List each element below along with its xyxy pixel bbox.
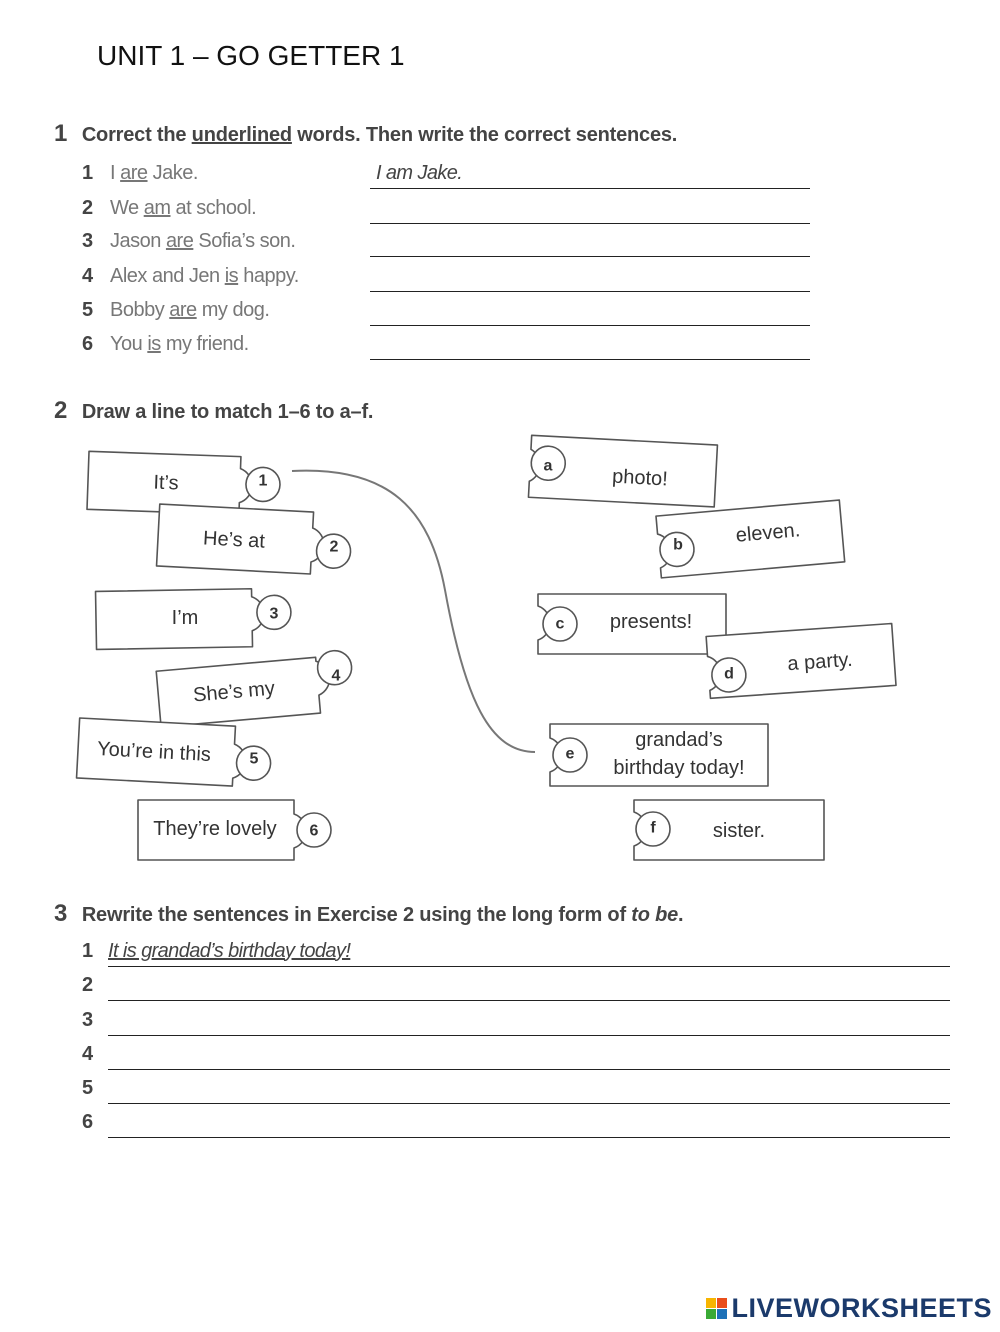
exercise-2-number: 2 [54, 397, 68, 424]
sentence-start: We [110, 197, 144, 219]
answer-input[interactable] [108, 1007, 950, 1033]
left-text-6: They’re lovely [153, 818, 277, 840]
left-text-2: He’s at [202, 527, 266, 553]
left-num-4: 4 [331, 667, 341, 685]
row-number: 5 [82, 1077, 94, 1099]
right-letter-e: e [565, 745, 575, 763]
left-text-4: She’s my [192, 677, 276, 707]
liveworksheets-logo [706, 1293, 992, 1324]
row-number: 6 [82, 333, 94, 355]
right-text-d: a party. [786, 648, 854, 676]
row-number: 2 [82, 974, 94, 996]
instruction-suffix: . [678, 904, 684, 926]
right-letter-f: f [650, 819, 656, 837]
row-number: 6 [82, 1111, 94, 1133]
right-text-e-line1: grandad’s [635, 729, 723, 751]
answer-line [108, 1075, 950, 1104]
row-number: 4 [82, 265, 94, 287]
exercise-3-instruction [82, 904, 684, 926]
left-text-3: I’m [171, 607, 199, 629]
exercise-1-number: 1 [54, 120, 68, 147]
sentence-start: Jason [110, 230, 166, 252]
underlined-word: are [165, 230, 194, 252]
answer-input[interactable] [108, 1075, 950, 1101]
row-number: 4 [82, 1043, 94, 1065]
instruction-emphasis: to be [631, 904, 679, 926]
instruction-underlined: underlined [191, 124, 292, 146]
left-num-3: 3 [269, 605, 279, 623]
answer-line [108, 1109, 950, 1138]
sentence-end: Jake. [147, 162, 198, 184]
answer-input[interactable] [108, 938, 950, 964]
left-num-5: 5 [249, 750, 259, 768]
logo-mark-icon [706, 1298, 727, 1319]
answer-line [108, 1041, 950, 1070]
left-text-5: You’re in this [96, 738, 212, 766]
right-letter-b: b [673, 536, 683, 554]
underlined-word: are [169, 299, 197, 321]
left-num-6: 6 [309, 822, 319, 840]
sentence-start: I [110, 162, 121, 184]
example-match-line [292, 471, 535, 752]
exercise-2-instruction: Draw a line to match 1–6 to a–f. [81, 401, 374, 423]
instruction-suffix: words. Then write the correct sentences. [291, 124, 678, 146]
right-text-c: presents! [609, 611, 693, 633]
right-text-f: sister. [712, 820, 766, 842]
sentence-start: Alex and Jen [110, 265, 225, 287]
sentence-end: at school. [170, 197, 257, 219]
sentence-start: You [110, 333, 148, 355]
sentence-end: happy. [238, 265, 299, 287]
row-number: 5 [82, 299, 94, 321]
row-number: 1 [82, 940, 94, 962]
row-number: 1 [82, 162, 94, 184]
instruction-prefix: Rewrite the sentences in Exercise 2 using the long form of [81, 904, 632, 926]
answer-line [108, 1007, 950, 1036]
instruction-prefix: Correct the [81, 124, 192, 146]
exercise-3-number: 3 [54, 900, 68, 927]
answer-input[interactable] [108, 1041, 950, 1067]
logo-text: LIVEWORKSHEETS [731, 1293, 992, 1323]
row-number: 3 [82, 230, 94, 252]
row-number: 3 [82, 1009, 94, 1031]
right-letter-c: c [555, 615, 565, 633]
exercise-3-header [54, 900, 683, 928]
answer-line [108, 938, 950, 967]
sentence-end: my dog. [196, 299, 270, 321]
page-title: UNIT 1 – GO GETTER 1 [97, 40, 405, 71]
left-num-2: 2 [329, 538, 339, 556]
sentence-end: Sofia’s son. [193, 230, 296, 252]
right-letter-a: a [543, 457, 553, 475]
right-letter-d: d [724, 665, 734, 683]
answer-line [108, 972, 950, 1001]
right-text-a: photo! [611, 465, 669, 491]
answer-input[interactable] [108, 1109, 950, 1135]
left-num-1: 1 [258, 472, 268, 490]
answer-input[interactable] [108, 972, 950, 998]
row-number: 2 [82, 197, 94, 219]
right-text-e-line2: birthday today! [613, 757, 745, 779]
left-text-1: It’s [153, 471, 179, 495]
underlined-word: are [120, 162, 148, 184]
underlined-word: am [143, 197, 171, 219]
underlined-word: is [147, 333, 161, 355]
sentence-start: Bobby [110, 299, 170, 321]
underlined-word: is [224, 265, 239, 287]
right-text-b: eleven. [734, 519, 802, 547]
sentence-end: my friend. [160, 333, 249, 355]
